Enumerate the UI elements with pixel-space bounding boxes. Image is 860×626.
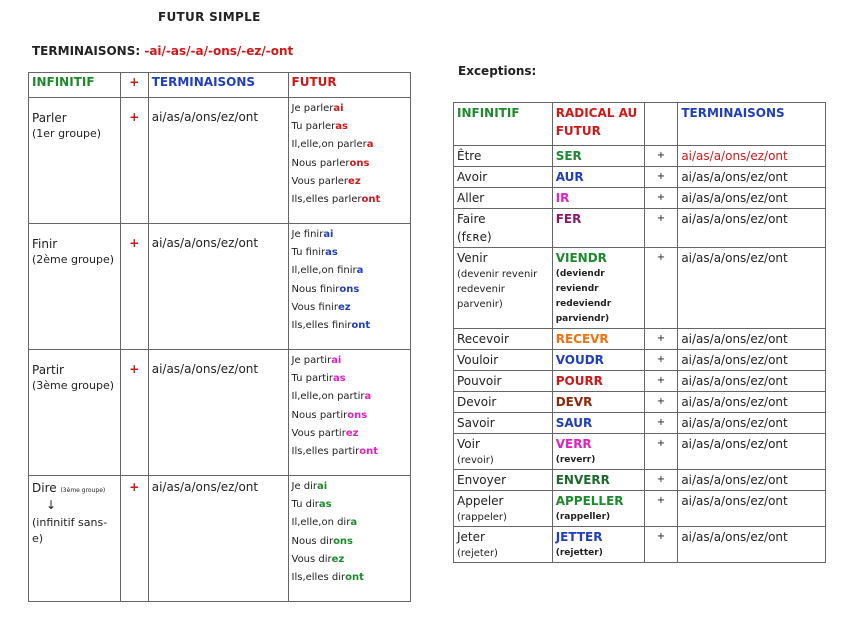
plus-cell: + [644,209,678,248]
infinitif-cell [29,98,121,224]
conj-line: Je parlerai [291,103,344,114]
radical-cell: FER [552,209,644,248]
verb-cell: Être [454,146,553,167]
plus-cell: + [644,146,678,167]
endings-text: ai/as/a/ons/ez/ont [151,110,259,124]
endings-cell: ai/as/a/ons/ez/ont [678,350,826,371]
endings-cell: ai/as/a/ons/ez/ont [678,413,826,434]
table-row [29,476,411,602]
conj-line: Vous parlerez [291,175,361,187]
futur-cell [288,476,411,602]
table-row [454,146,826,167]
derived-verbs: (rappeler) [457,512,507,523]
conj-line: Ils,elles diront [291,572,364,584]
endings-cell: ai/as/a/ons/ez/ont [678,188,826,209]
verb-cell: Savoir [454,413,553,434]
endings-text: ai/as/a/ons/ez/ont [151,236,259,250]
table-row [454,527,826,563]
conj-line: Vous direz [291,553,345,565]
radical-cell: JETTER (rejetter) [552,527,644,563]
conj-line: Je finirai [291,229,334,240]
header-infinitif: INFINITIF [29,73,121,98]
verb-cell: Envoyer [454,470,553,491]
conj-line: Nous parlerons [291,157,370,169]
radical-cell: SAUR [552,413,644,434]
derived-radicals: (deviendr reviendr redeviendr parviendr) [555,269,612,324]
conj-line: Il,elle,on partira [291,391,372,403]
verb-cell: Aller [454,188,553,209]
endings-cell: ai/as/a/ons/ez/ont [678,470,826,491]
radical-cell: APPELLER (rappeller) [552,491,644,527]
plus-sign: + [129,110,140,124]
header-radical: RADICAL AU FUTUR [552,103,644,146]
endings-text: ai/as/a/ons/ez/ont [151,480,259,494]
endings-cell: ai/as/a/ons/ez/ont [678,329,826,350]
plus-cell: + [644,413,678,434]
pronunciation: (fɛʀe) [457,230,492,244]
verb-cell: Faire (fɛʀe) [454,209,553,248]
endings-cell [148,98,288,224]
table-row [454,209,826,248]
plus-cell: + [644,329,678,350]
group-label: (1er groupe) [32,127,102,140]
plus-cell: + [644,188,678,209]
verb-cell: Pouvoir [454,371,553,392]
plus-cell: + [644,434,678,470]
table-row [454,350,826,371]
endings-cell [148,476,288,602]
verb-label: Parler [32,111,67,125]
group-label: (2ème groupe) [32,253,115,266]
endings-cell: ai/as/a/ons/ez/ont [678,491,826,527]
endings-cell: ai/as/a/ons/ez/ont [678,527,826,563]
plus-sign: + [129,236,140,250]
endings-text: ai/as/a/ons/ez/ont [151,362,259,376]
endings-cell: ai/as/a/ons/ez/ont [678,209,826,248]
radical-cell: VIENDR (deviendr reviendr redeviendr parviendr) [552,248,644,329]
endings-cell [148,224,288,350]
futur-cell [288,98,411,224]
infinitif-note: (infinitif sans-e) [32,516,108,545]
conj-line: Nous finirons [291,283,360,295]
table-header-row [29,73,411,98]
radical-cell: IR [552,188,644,209]
plus-cell: + [644,491,678,527]
endings-cell: ai/as/a/ons/ez/ont [678,167,826,188]
radical-cell: SER [552,146,644,167]
group-label: (3ème groupe) [32,379,115,392]
plus-cell: + [644,248,678,329]
derived-radicals: (reverr) [555,455,596,465]
table-row [454,392,826,413]
conj-line: Tu parleras [291,121,348,133]
verb-label: Dire (3ème groupe) [32,481,106,495]
endings-cell: ai/as/a/ons/ez/ont [678,146,826,167]
derived-verbs: (revoir) [457,455,494,466]
endings-cell [148,350,288,476]
terminaisons-label: TERMINAISONS: [32,44,141,58]
radical-cell: POURR [552,371,644,392]
infinitif-cell [29,476,121,602]
table-row [454,413,826,434]
plus-cell [120,350,148,476]
conj-line: Tu finiras [291,247,338,259]
conj-line: Vous partirez [291,427,359,439]
verb-cell: Recevoir [454,329,553,350]
table-row [454,329,826,350]
conj-line: Je partirai [291,355,342,366]
verb-cell: Avoir [454,167,553,188]
page-title: FUTUR SIMPLE [158,10,261,24]
verb-cell: Appeler (rappeler) [454,491,553,527]
conj-line: Il,elle,on dira [291,517,358,529]
infinitif-cell [29,350,121,476]
table-row [454,470,826,491]
conj-line: Tu diras [291,499,332,511]
table-row [454,491,826,527]
radical-cell: ENVERR [552,470,644,491]
conj-line: Ils,elles parleront [291,194,381,206]
radical-cell: DEVR [552,392,644,413]
conj-line: Nous dirons [291,535,354,547]
verb-cell: Jeter (rejeter) [454,527,553,563]
header-futur: FUTUR [288,73,411,98]
verb-cell: Venir (devenir revenir redevenir parvenir) [454,248,553,329]
header-plus: + [120,73,148,98]
derived-verbs: (rejeter) [457,548,498,559]
conj-line: Tu partiras [291,373,346,385]
endings-cell: ai/as/a/ons/ez/ont [678,434,826,470]
verb-cell: Voir (revoir) [454,434,553,470]
verb-label: Partir [32,363,64,377]
verb-label: Finir [32,237,58,251]
conj-line: Vous finirez [291,301,351,313]
radical-cell: VERR (reverr) [552,434,644,470]
table-row [454,434,826,470]
header-plus-empty [644,103,678,146]
endings-cell: ai/as/a/ons/ez/ont [678,248,826,329]
conj-line: Je dirai [291,481,328,492]
table-row [454,248,826,329]
endings-cell: ai/as/a/ons/ez/ont [678,392,826,413]
derived-radicals: (rejetter) [555,548,603,558]
infinitif-cell [29,224,121,350]
plus-cell [120,98,148,224]
radical-cell: RECEVR [552,329,644,350]
table-row [29,224,411,350]
plus-cell: + [644,167,678,188]
terminaisons-list: -ai/-as/-a/-ons/-ez/-ont [144,44,294,58]
terminaisons-line [32,44,293,58]
radical-cell: VOUDR [552,350,644,371]
header-terminaisons: TERMINAISONS [148,73,288,98]
conj-line: Il,elle,on parlera [291,139,374,151]
futur-cell [288,350,411,476]
plus-cell: + [644,470,678,491]
header-infinitif: INFINITIF [454,103,553,146]
endings-cell: ai/as/a/ons/ez/ont [678,371,826,392]
plus-cell: + [644,350,678,371]
conj-line: Ils,elles partiront [291,446,379,458]
table-row [454,188,826,209]
derived-radicals: (rappeller) [555,512,611,522]
table-row [29,350,411,476]
table-row [454,371,826,392]
exceptions-table [453,102,826,563]
plus-sign: + [129,480,140,494]
radical-cell: AUR [552,167,644,188]
plus-cell [120,224,148,350]
conjugation-table [28,72,411,602]
verb-cell: Vouloir [454,350,553,371]
header-terminaisons: TERMINAISONS [678,103,826,146]
plus-cell: + [644,371,678,392]
plus-cell: + [644,392,678,413]
group-label-small: (3ème groupe) [60,487,106,494]
futur-cell [288,224,411,350]
exceptions-header-row [454,103,826,146]
plus-cell [120,476,148,602]
table-row [29,98,411,224]
arrow-down-icon: ↓ [46,498,57,512]
table-row [454,167,826,188]
plus-cell: + [644,527,678,563]
conj-line: Il,elle,on finira [291,265,364,277]
plus-sign: + [129,362,140,376]
conj-line: Nous partirons [291,409,368,421]
derived-verbs: (devenir revenir redevenir parvenir) [457,269,538,310]
verb-cell: Devoir [454,392,553,413]
conj-line: Ils,elles finiront [291,320,371,332]
exceptions-title: Exceptions: [458,64,537,78]
